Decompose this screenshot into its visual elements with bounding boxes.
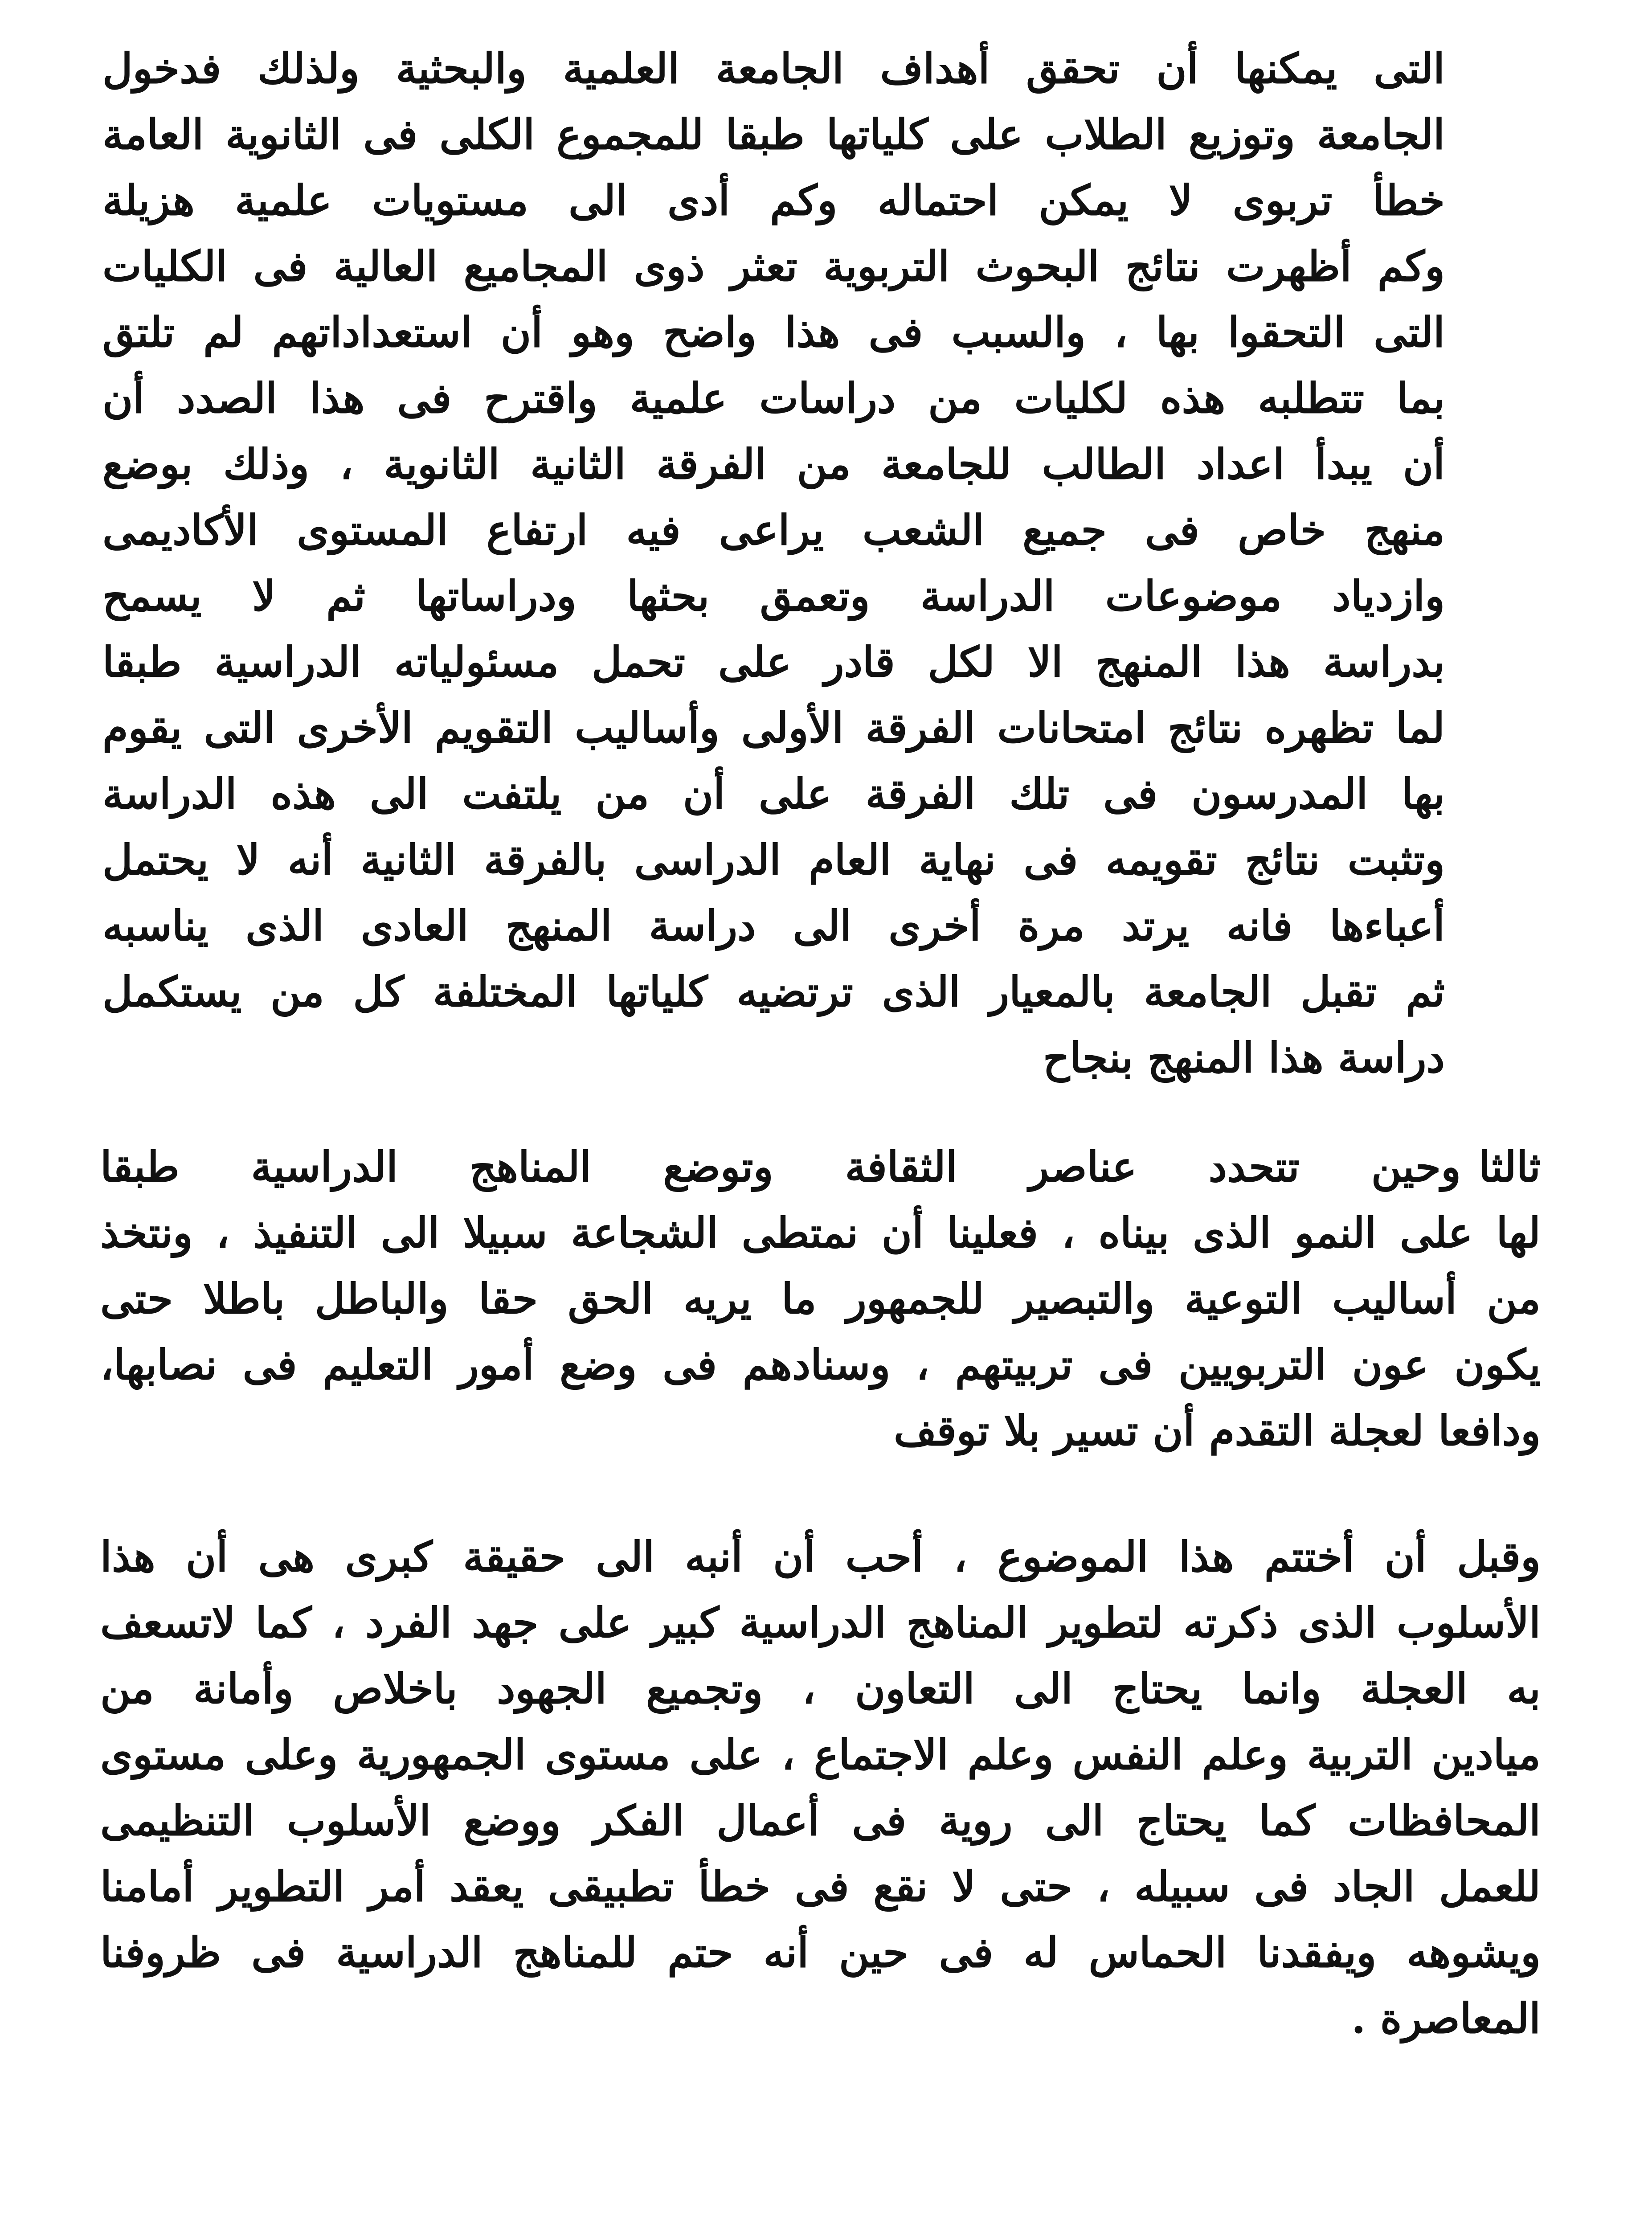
text-line: من أساليب التوعية والتبصير للجمهور ما يريه الحق حقا والباطل باطلا حتى: [100, 1274, 1541, 1323]
text-line: يكون عون التربويين فى تربيتهم ، وسنادهم فى وضع أمور التعليم فى نصابها،: [100, 1340, 1541, 1389]
text-line: التى يمكنها أن تحقق أهداف الجامعة العلمية والبحثية ولذلك فدخول: [102, 44, 1445, 93]
text-line: الأسلوب الذى ذكرته لتطوير المناهج الدراسية كبير على جهد الفرد ، كما لاتسعف: [100, 1598, 1541, 1647]
text-line-rest: وحين تتحدد عناصر الثقافة وتوضع المناهج الدراسية طبقا: [100, 1143, 1461, 1191]
text-line: التى التحقوا بها ، والسبب فى هذا واضح وهو أن استعداداتهم لم تلتق: [102, 308, 1445, 356]
text-line-first: [100, 1134, 1541, 1200]
text-line: به العجلة وانما يحتاج الى التعاون ، وتجميع الجهود باخلاص وأمانة من: [100, 1664, 1541, 1713]
text-line: ويشوهه ويفقدنا الحماس له فى حين أنه حتم للمناهج الدراسية فى ظروفنا: [100, 1928, 1541, 1977]
text-line: للعمل الجاد فى سبيله ، حتى لا نقع فى خطأ تطبيقى يعقد أمر التطوير أمامنا: [100, 1862, 1541, 1911]
text-line: ميادين التربية وعلم النفس وعلم الاجتماع ، على مستوى الجمهورية وعلى مستوى: [100, 1730, 1541, 1779]
paragraph-conclusion: [100, 1524, 1541, 2052]
paragraph-university-admission: [102, 36, 1445, 1091]
text-line: بما تتطلبه هذه لكليات من دراسات علمية واقترح فى هذا الصدد أن: [102, 374, 1445, 422]
text-line: منهج خاص فى جميع الشعب يراعى فيه ارتفاع المستوى الأكاديمى: [102, 506, 1445, 554]
text-line: الجامعة وتوزيع الطلاب على كلياتها طبقا للمجموع الكلى فى الثانوية العامة: [102, 110, 1445, 159]
lead-word-thirdly: ثالثا: [1479, 1143, 1541, 1191]
text-line: لها على النمو الذى بيناه ، فعلينا أن نمتطى الشجاعة سبيلا الى التنفيذ ، ونتخذ: [100, 1208, 1541, 1257]
text-line: بدراسة هذا المنهج الا لكل قادر على تحمل مسئولياته الدراسية طبقا: [102, 638, 1445, 686]
text-line: بها المدرسون فى تلك الفرقة على أن من يلتفت الى هذه الدراسة: [102, 770, 1445, 818]
text-line: المعاصرة .: [1351, 1994, 1541, 2043]
text-line: ثم تقبل الجامعة بالمعيار الذى ترتضيه كلياتها المختلفة كل من يستكمل: [102, 967, 1445, 1016]
text-line: ودافعا لعجلة التقدم أن تسير بلا توقف: [893, 1406, 1541, 1455]
text-line: أعباءها فانه يرتد مرة أخرى الى دراسة المنهج العادى الذى يناسبه: [102, 901, 1445, 950]
text-line: وقبل أن أختتم هذا الموضوع ، أحب أن أنبه الى حقيقة كبرى هى أن هذا: [100, 1532, 1541, 1581]
text-line: المحافظات كما يحتاج الى روية فى أعمال الفكر ووضع الأسلوب التنظيمى: [100, 1796, 1541, 1845]
text-line: أن يبدأ اعداد الطالب للجامعة من الفرقة الثانية الثانوية ، وذلك بوضع: [102, 440, 1445, 488]
text-line: وكم أظهرت نتائج البحوث التربوية تعثر ذوى المجاميع العالية فى الكليات: [102, 242, 1445, 291]
text-line: وتثبت نتائج تقويمه فى نهاية العام الدراسى بالفرقة الثانية أنه لا يحتمل: [102, 836, 1445, 884]
paragraph-thirdly: [100, 1134, 1541, 1464]
text-line: دراسة هذا المنهج بنجاح: [1043, 1033, 1445, 1082]
text-line: وازدياد موضوعات الدراسة وتعمق بحثها ودراساتها ثم لا يسمح: [102, 572, 1445, 620]
text-line: خطأ تربوى لا يمكن احتماله وكم أدى الى مستويات علمية هزيلة: [102, 176, 1445, 225]
text-line: لما تظهره نتائج امتحانات الفرقة الأولى وأساليب التقويم الأخرى التى يقوم: [102, 704, 1445, 752]
